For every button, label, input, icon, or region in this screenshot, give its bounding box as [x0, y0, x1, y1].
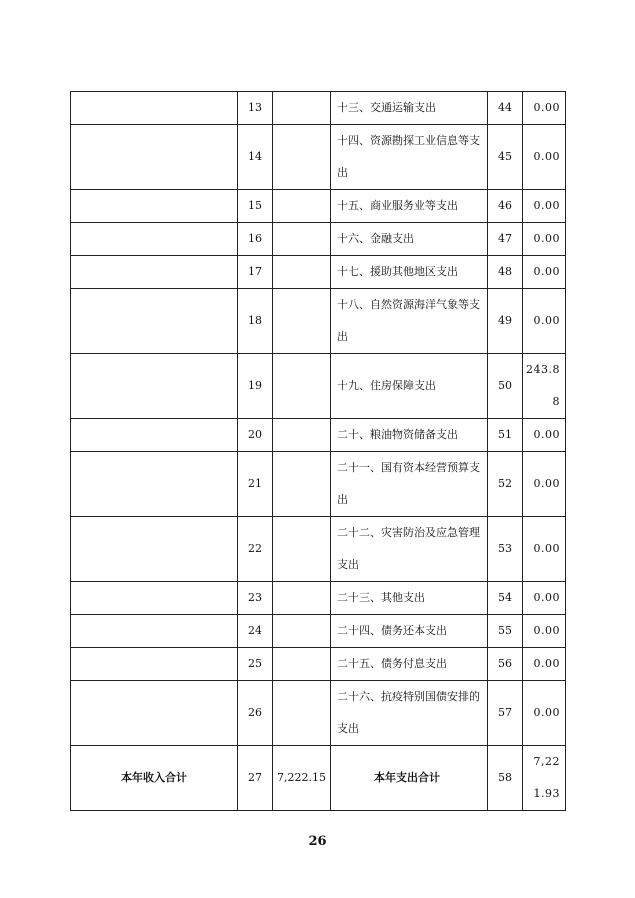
income-amount-cell — [273, 419, 331, 452]
expense-item-cell: 十七、援助其他地区支出 — [331, 256, 488, 289]
income-item-cell — [71, 92, 238, 125]
line-number-cell: 16 — [238, 223, 273, 256]
expense-line-cell: 45 — [488, 125, 523, 190]
expense-item-cell: 二十五、债务付息支出 — [331, 648, 488, 681]
expense-amount-cell: 0.00 — [523, 582, 566, 615]
income-amount-cell — [273, 452, 331, 517]
total-row — [71, 746, 566, 811]
table-row — [71, 190, 566, 223]
table-row — [71, 615, 566, 648]
line-number-cell: 18 — [238, 289, 273, 354]
table-row — [71, 648, 566, 681]
line-number-cell: 20 — [238, 419, 273, 452]
expense-line-cell: 53 — [488, 517, 523, 582]
income-item-cell — [71, 582, 238, 615]
expense-line-cell: 44 — [488, 92, 523, 125]
income-item-cell — [71, 681, 238, 746]
expense-amount-cell: 0.00 — [523, 125, 566, 190]
line-number-cell: 24 — [238, 615, 273, 648]
income-item-cell — [71, 615, 238, 648]
expense-item-cell: 十六、金融支出 — [331, 223, 488, 256]
expense-line-cell: 49 — [488, 289, 523, 354]
expense-amount-cell: 0.00 — [523, 223, 566, 256]
total-expense-amount: 7,221.93 — [523, 746, 566, 811]
income-amount-cell — [273, 517, 331, 582]
line-number-cell: 17 — [238, 256, 273, 289]
expense-amount-cell: 0.00 — [523, 517, 566, 582]
line-number-cell: 14 — [238, 125, 273, 190]
table-row — [71, 354, 566, 419]
expense-item-cell: 二十二、灾害防治及应急管理支出 — [331, 517, 488, 582]
income-amount-cell — [273, 125, 331, 190]
income-item-cell — [71, 648, 238, 681]
expense-line-cell: 46 — [488, 190, 523, 223]
expense-amount-cell: 0.00 — [523, 419, 566, 452]
budget-table — [70, 91, 566, 811]
income-item-cell — [71, 354, 238, 419]
line-number-cell: 23 — [238, 582, 273, 615]
table-row — [71, 223, 566, 256]
table-row — [71, 289, 566, 354]
expense-amount-cell: 0.00 — [523, 648, 566, 681]
table-row — [71, 256, 566, 289]
expense-line-cell: 47 — [488, 223, 523, 256]
income-amount-cell — [273, 190, 331, 223]
expense-item-cell: 二十六、抗疫特别国债安排的支出 — [331, 681, 488, 746]
expense-amount-cell: 0.00 — [523, 190, 566, 223]
table-row — [71, 452, 566, 517]
income-item-cell — [71, 256, 238, 289]
line-number-cell: 19 — [238, 354, 273, 419]
expense-item-cell: 十三、交通运输支出 — [331, 92, 488, 125]
expense-line-cell: 56 — [488, 648, 523, 681]
income-amount-cell — [273, 582, 331, 615]
line-number-cell: 21 — [238, 452, 273, 517]
income-amount-cell — [273, 648, 331, 681]
total-expense-line: 58 — [488, 746, 523, 811]
expense-line-cell: 52 — [488, 452, 523, 517]
income-item-cell — [71, 125, 238, 190]
total-expense-label: 本年支出合计 — [331, 746, 488, 811]
expense-line-cell: 48 — [488, 256, 523, 289]
income-item-cell — [71, 289, 238, 354]
page-number: 26 — [308, 834, 327, 849]
income-amount-cell — [273, 354, 331, 419]
table-row — [71, 681, 566, 746]
income-amount-cell — [273, 223, 331, 256]
income-amount-cell — [273, 92, 331, 125]
expense-line-cell: 51 — [488, 419, 523, 452]
expense-item-cell: 二十四、债务还本支出 — [331, 615, 488, 648]
expense-amount-cell: 0.00 — [523, 92, 566, 125]
table-body — [71, 92, 566, 811]
line-number-cell: 15 — [238, 190, 273, 223]
income-item-cell — [71, 419, 238, 452]
income-amount-cell — [273, 289, 331, 354]
expense-item-cell: 二十一、国有资本经营预算支出 — [331, 452, 488, 517]
expense-item-cell: 二十、粮油物资储备支出 — [331, 419, 488, 452]
expense-item-cell: 十四、资源勘探工业信息等支出 — [331, 125, 488, 190]
line-number-cell: 13 — [238, 92, 273, 125]
expense-amount-cell: 0.00 — [523, 615, 566, 648]
expense-amount-cell: 0.00 — [523, 289, 566, 354]
expense-line-cell: 55 — [488, 615, 523, 648]
expense-amount-cell: 0.00 — [523, 256, 566, 289]
table-row — [71, 582, 566, 615]
income-amount-cell — [273, 256, 331, 289]
income-amount-cell — [273, 615, 331, 648]
total-income-label: 本年收入合计 — [71, 746, 238, 811]
expense-item-cell: 十九、住房保障支出 — [331, 354, 488, 419]
expense-line-cell: 54 — [488, 582, 523, 615]
line-number-cell: 26 — [238, 681, 273, 746]
line-number-cell: 22 — [238, 517, 273, 582]
income-amount-cell — [273, 681, 331, 746]
table-row — [71, 419, 566, 452]
expense-line-cell: 50 — [488, 354, 523, 419]
total-line-number: 27 — [238, 746, 273, 811]
expense-line-cell: 57 — [488, 681, 523, 746]
expense-amount-cell: 0.00 — [523, 452, 566, 517]
expense-amount-cell: 243.88 — [523, 354, 566, 419]
table-row — [71, 125, 566, 190]
income-item-cell — [71, 190, 238, 223]
expense-item-cell: 十八、自然资源海洋气象等支出 — [331, 289, 488, 354]
expense-item-cell: 二十三、其他支出 — [331, 582, 488, 615]
line-number-cell: 25 — [238, 648, 273, 681]
table-row — [71, 92, 566, 125]
table-row — [71, 517, 566, 582]
expense-item-cell: 十五、商业服务业等支出 — [331, 190, 488, 223]
income-item-cell — [71, 223, 238, 256]
income-item-cell — [71, 452, 238, 517]
income-item-cell — [71, 517, 238, 582]
total-income-amount: 7,222.15 — [273, 746, 331, 811]
expense-amount-cell: 0.00 — [523, 681, 566, 746]
